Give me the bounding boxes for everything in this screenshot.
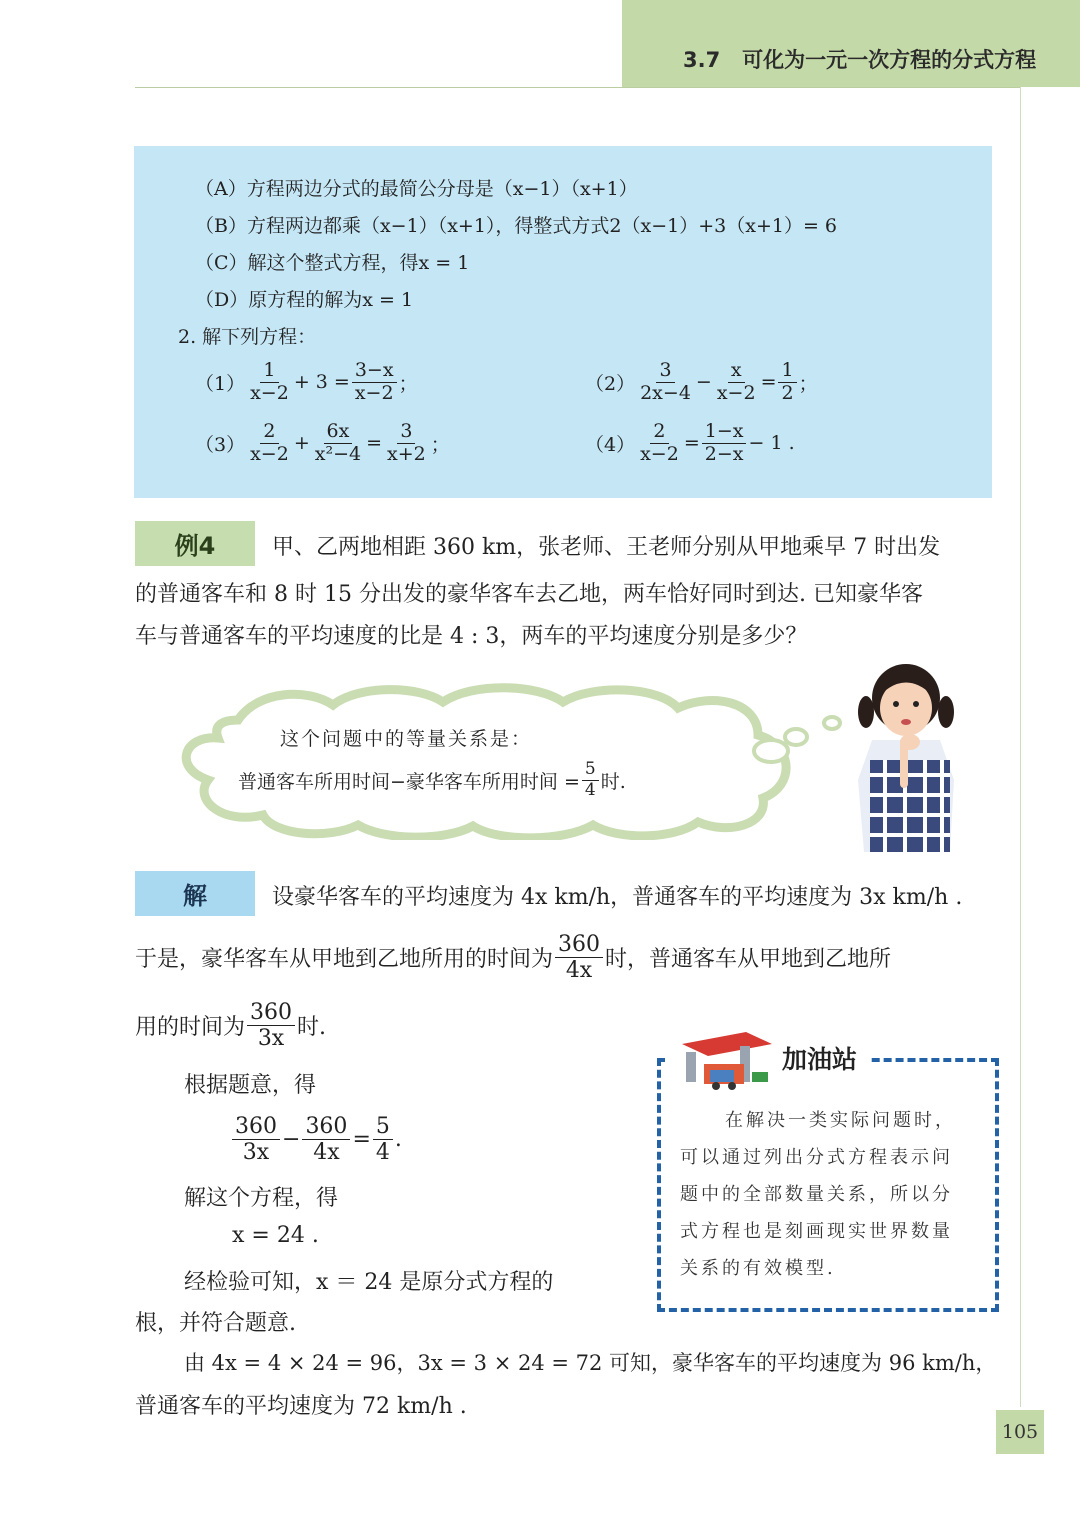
- solution-equation: $\frac{360}{3x}$ − $\frac{360}{4x}$ = $\frac{5}{4}$ .: [230, 1114, 402, 1166]
- tip-title: 加油站: [782, 1045, 858, 1074]
- solution-tag: 解: [135, 871, 255, 916]
- tip-line-5: 关系的有效模型.: [680, 1258, 836, 1279]
- equation-3: （3） $\frac{2}{x-2}$ + $\frac{6x}{\text{x²−4}}$ = $\frac{3}{x+2}$ ；: [195, 420, 450, 465]
- solution-line-6: x = 24 .: [232, 1223, 319, 1248]
- equation-1: （1） $\frac{1}{x-2}$ + 3 = $\frac{3-x}{x-2}$ ；: [195, 359, 418, 404]
- question-2: 2. 解下列方程：: [178, 326, 317, 348]
- tip-line-4: 式方程也是刻画现实世界数量: [680, 1221, 953, 1242]
- example-line-3: 车与普通客车的平均速度的比是 4 : 3，两车的平均速度分别是多少？: [135, 624, 808, 649]
- option-c: （C）解这个整式方程，得x = 1: [195, 252, 470, 274]
- solution-line-4: 根据题意，得: [184, 1073, 317, 1098]
- equation-2: （2） $\frac{3}{2x-4}$ − $\frac{x}{x-2}$ = $\frac{1}{2}$ ；: [585, 359, 818, 404]
- option-a: （A）方程两边分式的最简公分母是（x−1）（x+1）: [195, 178, 638, 200]
- tip-line-2: 可以通过列出分式方程表示问: [680, 1147, 953, 1168]
- section-name: 可化为一元一次方程的分式方程: [742, 48, 1037, 72]
- option-b: （B）方程两边都乘（x−1）（x+1），得整式方式2（x−1）+3（x+1）= 6: [195, 215, 838, 237]
- thought-line-2: 普通客车所用时间−豪华客车所用时间 = $\frac{5}{4}$ 时.: [238, 759, 626, 800]
- solution-line-1: 设豪华客车的平均速度为 4x km/h，普通客车的平均速度为 3x km/h .: [272, 885, 963, 910]
- example-tag: 例4: [135, 521, 255, 566]
- option-d: （D）原方程的解为x = 1: [195, 289, 414, 311]
- solution-line-7: 经检验可知，x ＝ 24 是原分式方程的: [184, 1270, 554, 1295]
- solution-line-5: 解这个方程，得: [184, 1186, 339, 1211]
- thought-line-1: 这个问题中的等量关系是：: [280, 728, 533, 750]
- solution-line-3: 用的时间为 $\frac{360}{3x}$ 时.: [135, 1000, 327, 1052]
- header-rule: [135, 87, 1020, 88]
- solution-line-8: 根，并符合题意.: [135, 1311, 296, 1336]
- equation-4: （4） $\frac{2}{x-2}$ = $\frac{1-x}{2-x}$ − 1 .: [585, 420, 795, 465]
- page-number: 105: [996, 1410, 1044, 1454]
- example-line-2: 的普通客车和 8 时 15 分出发的豪华客车去乙地，两车恰好同时到达. 已知豪华客: [135, 582, 923, 607]
- solution-line-10: 普通客车的平均速度为 72 km/h .: [135, 1394, 467, 1419]
- solution-line-9: 由 4x = 4 × 24 = 96，3x = 3 × 24 = 72 可知，豪华客车的平均速度为 96 km/h，: [184, 1351, 997, 1375]
- section-title: [683, 44, 1036, 74]
- solution-line-2: 于是，豪华客车从甲地到乙地所用的时间为 $\frac{360}{4x}$ 时，普通客车从甲地到乙地所: [135, 932, 892, 984]
- tip-line-1: 在解决一类实际问题时，: [725, 1110, 956, 1131]
- margin-rule: [1020, 87, 1021, 1407]
- gas-station-icon: [676, 1026, 776, 1092]
- tip-line-3: 题中的全部数量关系，所以分: [680, 1184, 953, 1205]
- girl-illustration: [850, 660, 960, 855]
- section-number: 3.7: [683, 48, 721, 72]
- example-line-1: 甲、乙两地相距 360 km，张老师、王老师分别从甲地乘早 7 时出发: [272, 535, 941, 560]
